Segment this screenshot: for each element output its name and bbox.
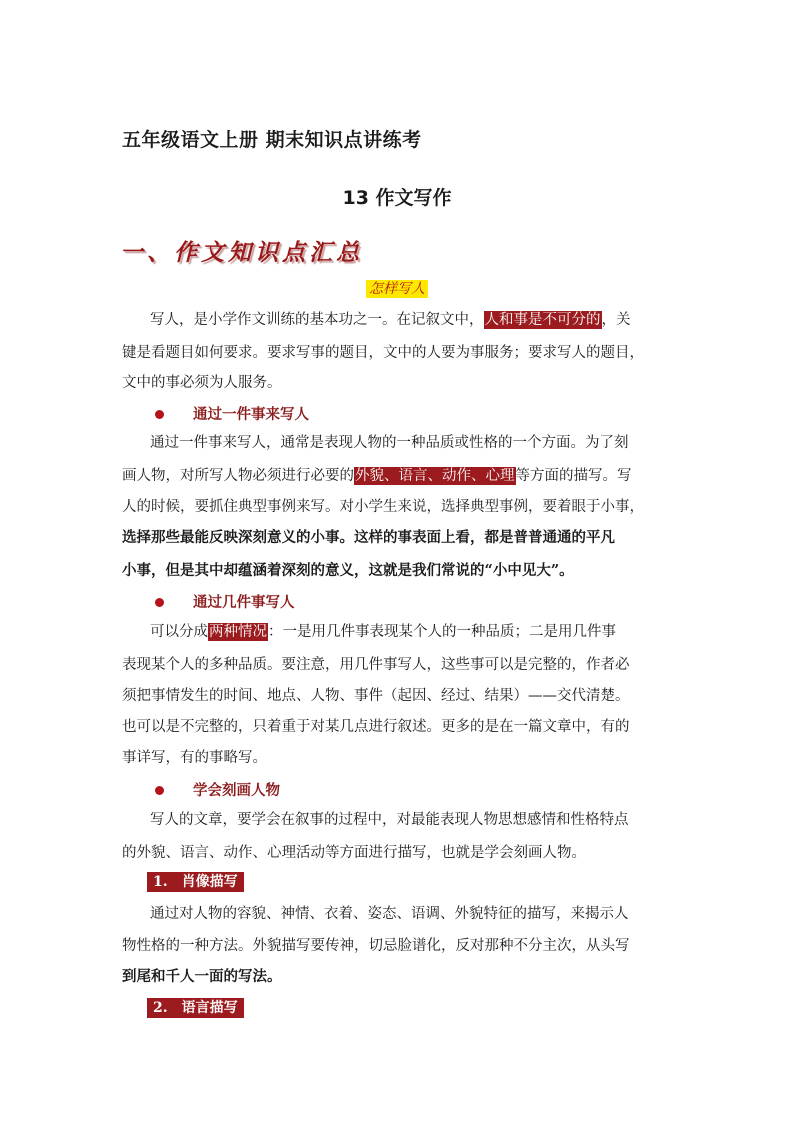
numbered-heading-2: 2. 语言描写 [147, 998, 244, 1018]
document-subtitle: 13 作文写作 [342, 187, 452, 209]
intro-line-2: 键是看题目如何要求。要求写事的题目，文中的人要为事服务；要求写人的题目， [122, 345, 644, 361]
p2-line-1 [150, 622, 616, 642]
p2-line-3: 须把事情发生的时间、地点、人物、事件（起因、经过、结果）——交代清楚。 [122, 688, 630, 704]
highlight-text: 人和事是不可分的 [484, 312, 601, 328]
p3-line-2: 的外貌、语言、动作、心理活动等方面进行描写，也就是学会刻画人物。 [122, 845, 586, 861]
p4-line-1: 通过对人物的容貌、神情、衣着、姿态、语调、外貌特征的描写，来揭示人 [150, 906, 629, 922]
p1-text: 等方面的描写。写 [515, 468, 632, 484]
intro-line-3: 文中的事必须为人服务。 [122, 375, 282, 391]
intro-text: 写人，是小学作文训练的基本功之一。在记叙文中， [150, 312, 484, 328]
p2-text: 可以分成 [150, 624, 208, 640]
p2-line-2: 表现某个人的多种品质。要注意，用几件事写人，这些事可以是完整的，作者必 [122, 657, 630, 673]
p4-line-2: 物性格的一种方法。外貌描写要传神，切忌脸谱化，反对那种不分主次，从头写 [122, 938, 630, 954]
p2-line-5: 事详写，有的事略写。 [122, 750, 267, 766]
highlight-text: 外貌、语言、动作、心理 [355, 468, 515, 484]
bullet-heading-3: 学会刻画人物 [193, 782, 280, 799]
p3-line-1: 写人的文章，要学会在叙事的过程中，对最能表现人物思想感情和性格特点 [150, 812, 629, 828]
p1-text: 画人物，对所写人物必须进行必要的 [122, 468, 354, 484]
p1-line-2 [122, 466, 632, 486]
topic-text: 怎样写人 [366, 280, 428, 298]
intro-line-1 [150, 310, 631, 330]
section-heading: 一、作文知识点汇总 [120, 239, 363, 266]
p2-text: ：一是用几件事表现某个人的一种品质；二是用几件事 [268, 624, 616, 640]
bullet-dot-icon [155, 410, 164, 419]
p1-line-5: 小事，但是其中却蕴涵着深刻的意义，这就是我们常说的“小中见大”。 [122, 562, 574, 579]
document-title: 五年级语文上册 期末知识点讲练考 [122, 129, 422, 151]
p4-line-3: 到尾和千人一面的写法。 [122, 968, 282, 985]
topic-label [0, 278, 794, 298]
bullet-heading-2: 通过几件事写人 [193, 594, 295, 611]
numbered-heading-1: 1. 肖像描写 [147, 872, 244, 892]
p2-line-4: 也可以是不完整的，只着重于对某几点进行叙述。更多的是在一篇文章中，有的 [122, 719, 630, 735]
intro-text: ，关 [601, 312, 631, 328]
p1-line-4: 选择那些最能反映深刻意义的小事。这样的事表面上看，都是普普通通的平凡 [122, 529, 615, 546]
bullet-dot-icon [155, 598, 164, 607]
p1-line-3: 人的时候，要抓住典型事例来写。对小学生来说，选择典型事例，要着眼于小事， [122, 499, 644, 515]
highlight-text: 两种情况 [209, 624, 267, 640]
p1-line-1: 通过一件事来写人，通常是表现人物的一种品质或性格的一个方面。为了刻 [150, 435, 629, 451]
bullet-dot-icon [155, 786, 164, 795]
bullet-heading-1: 通过一件事来写人 [193, 406, 309, 423]
